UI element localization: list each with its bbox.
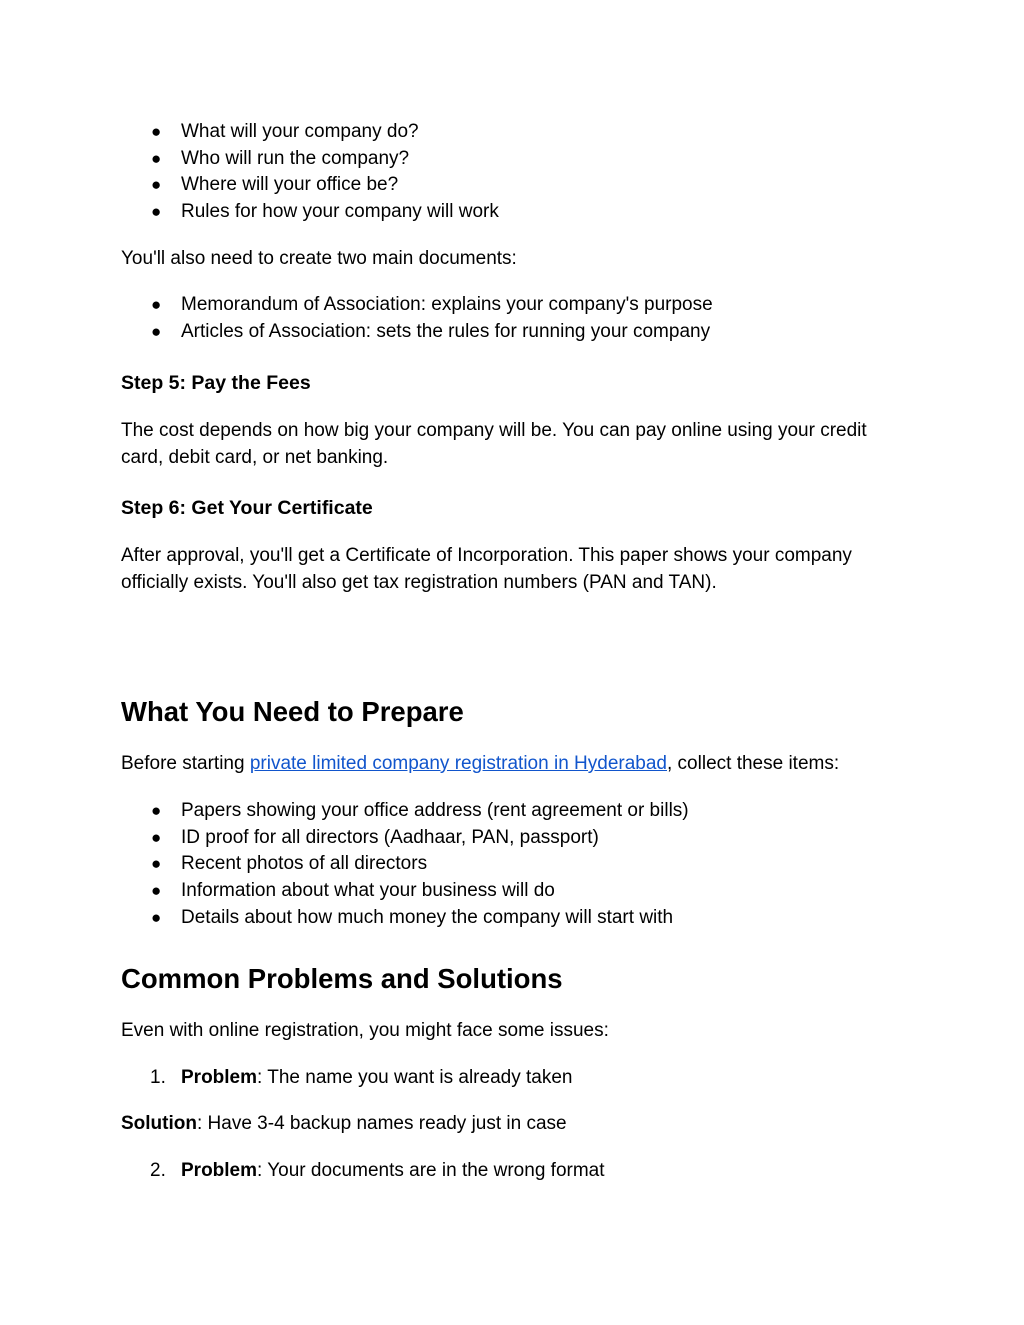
problem-list-1 [121, 1065, 911, 1092]
step5-heading: Step 5: Pay the Fees [121, 372, 311, 394]
step6-body: After approval, you'll get a Certificate of Incorporation. This paper shows your company officially exists. You'll also get tax registration numbers (PAN and TAN). [121, 545, 852, 593]
prepare-items-list [121, 798, 911, 931]
problem-list-2 [121, 1158, 911, 1185]
problems-intro: Even with online registration, you might face some issues: [121, 1020, 609, 1041]
list-item: ● Papers showing your office address (rent agreement or bills) [121, 798, 911, 825]
problem-item: 1. Problem: The name you want is already taken [121, 1065, 911, 1092]
bullet-icon: ● [151, 202, 162, 222]
bullet-icon: ● [151, 801, 162, 820]
list-item: ● Information about what your business will do [121, 878, 911, 905]
documents-list [121, 292, 911, 345]
bullet-icon: ● [151, 122, 162, 141]
prepare-heading: What You Need to Prepare [121, 696, 464, 727]
bullet-icon: ● [151, 827, 162, 847]
list-item: ● Memorandum of Association: explains your company's purpose [121, 292, 911, 319]
bullet-icon: ● [151, 148, 162, 168]
list-item: ● Recent photos of all directors [121, 851, 911, 878]
bullet-icon: ● [151, 295, 162, 314]
list-number: 2. [150, 1160, 166, 1181]
list-number: 1. [150, 1067, 166, 1088]
prepare-intro: Before starting private limited company registration in Hyderabad, collect these items: [121, 753, 840, 774]
bullet-icon: ● [151, 854, 162, 874]
bullet-icon: ● [151, 881, 162, 901]
bullet-icon: ● [151, 907, 162, 927]
bullet-icon: ● [151, 175, 162, 195]
bullet-icon: ● [151, 321, 162, 341]
list-item: ● ID proof for all directors (Aadhaar, PAN, passport) [121, 825, 911, 852]
documents-intro: You'll also need to create two main documents: [121, 248, 517, 269]
list-item: ● Who will run the company? [121, 146, 911, 173]
company-details-list [121, 119, 911, 226]
registration-link[interactable]: private limited company registration in Hyderabad [249, 753, 667, 774]
list-item: ● Rules for how your company will work [121, 199, 911, 226]
step5-body: The cost depends on how big your company will be. You can pay online using your credit card, debit card, or net banking. [121, 420, 867, 468]
list-item: ● Articles of Association: sets the rules for running your company [121, 319, 911, 346]
list-item: ● Where will your office be? [121, 172, 911, 199]
step6-heading: Step 6: Get Your Certificate [121, 497, 373, 519]
list-item: ● Details about how much money the company will start with [121, 905, 911, 932]
list-item: ● What will your company do? [121, 119, 911, 146]
solution-1: Solution: Have 3-4 backup names ready just in case [121, 1113, 567, 1134]
problems-heading: Common Problems and Solutions [121, 963, 563, 994]
problem-item: 2. Problem: Your documents are in the wrong format [121, 1158, 911, 1185]
